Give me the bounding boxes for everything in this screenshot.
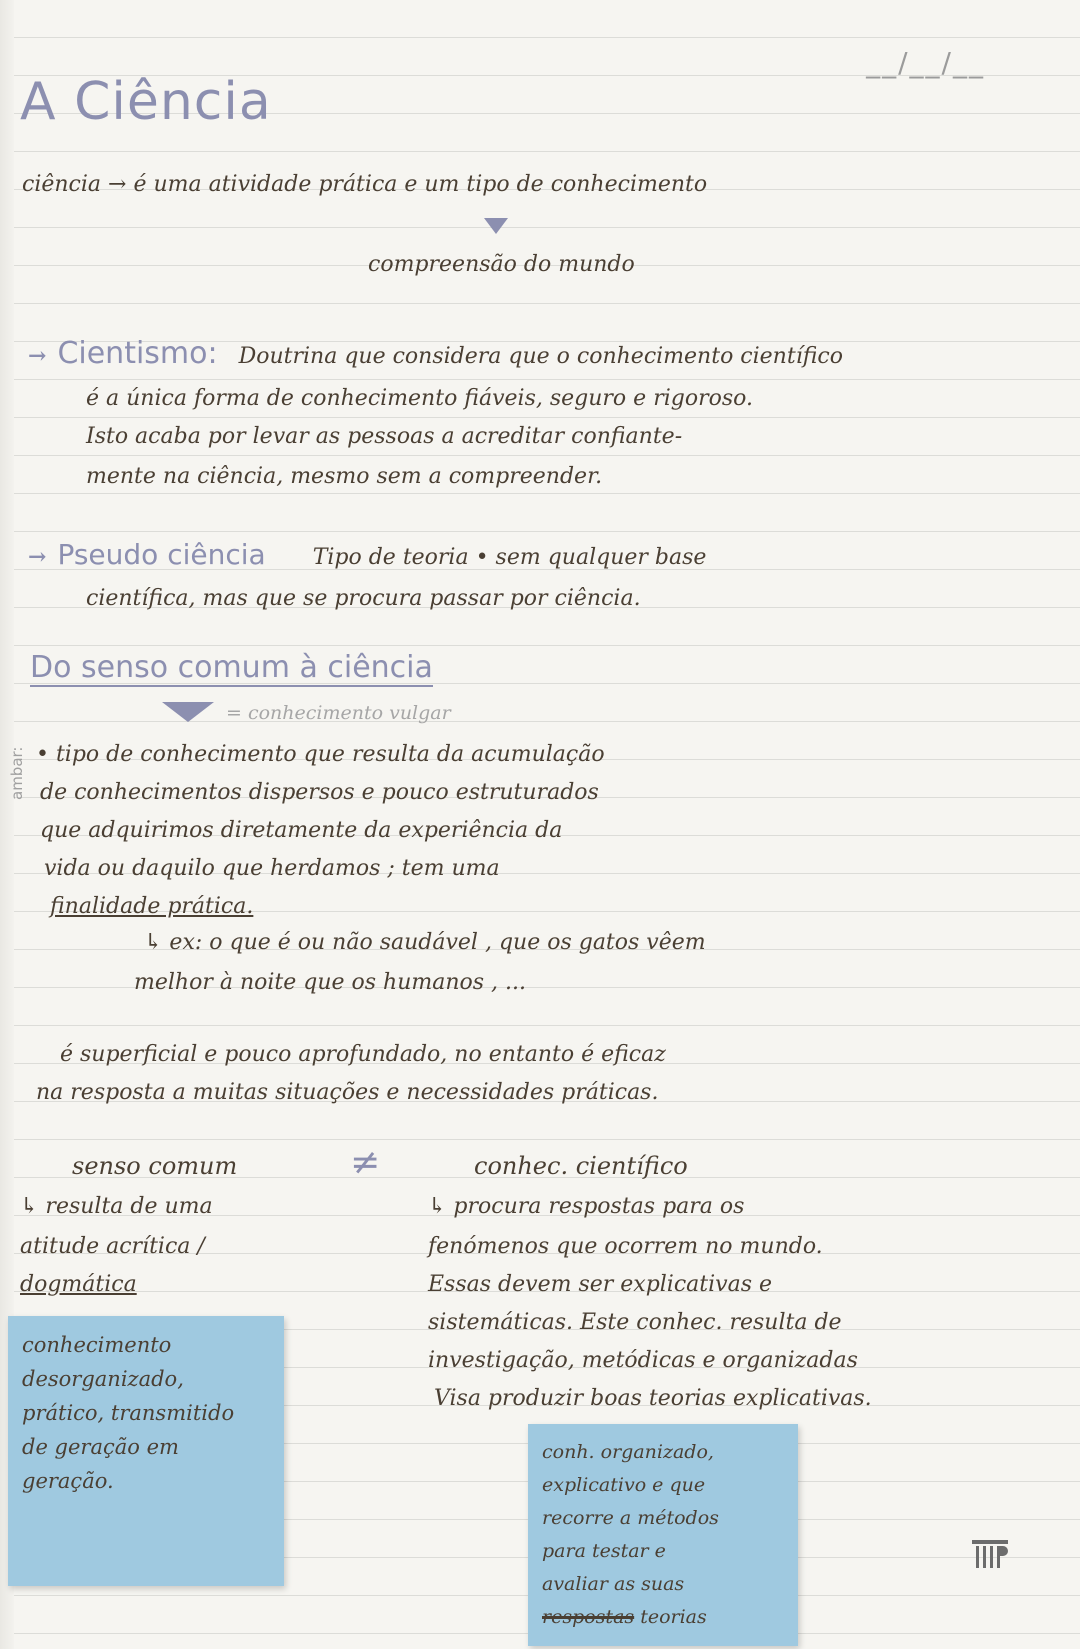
arrow-down-icon: [484, 218, 508, 234]
note-line: para testar e: [542, 1540, 666, 1562]
not-equal-symbol: ≠: [350, 1142, 381, 1183]
cientismo-heading: Cientismo:: [57, 336, 218, 371]
page-title: A Ciência: [20, 72, 272, 132]
pseudo-line: científica, mas que se procura passar por ciência.: [86, 586, 641, 611]
side-label: ambar:: [8, 746, 26, 800]
cientismo-line: é a única forma de conhecimento fiáveis, seguro e rigoroso.: [86, 386, 753, 411]
senso-line: finalidade prática.: [50, 894, 254, 919]
summary-line: é superficial e pouco aprofundado, no entanto é eficaz: [60, 1042, 666, 1067]
note-word: teorias: [640, 1606, 707, 1628]
summary-line: na resposta a muitas situações e necessidades práticas.: [36, 1080, 659, 1105]
note-line: de geração em: [22, 1435, 179, 1459]
left-line: dogmática: [20, 1272, 137, 1297]
pseudo-line: Tipo de teoria • sem qualquer base: [312, 545, 707, 570]
studysmarter-logo-icon: [970, 1538, 1010, 1572]
note-line: [542, 1601, 784, 1634]
senso-line: • tipo de conhecimento que resulta da acumulação: [36, 742, 605, 767]
right-line: sistemáticas. Este conhec. resulta de: [428, 1310, 842, 1335]
arrow-right-icon: →: [28, 544, 47, 570]
example-line: ↳ ex: o que é ou não saudável , que os gatos vêem: [144, 930, 706, 955]
right-line: ↳ procura respostas para os: [428, 1194, 745, 1219]
sticky-note-right: [528, 1424, 798, 1646]
left-heading: senso comum: [72, 1152, 238, 1180]
senso-line: que adquirimos diretamente da experiência da: [40, 818, 563, 843]
struck-word: respostas: [542, 1606, 635, 1628]
date-marks: __/__/__: [866, 46, 985, 79]
note-line: desorganizado,: [22, 1367, 184, 1391]
left-line: ↳ resulta de uma: [20, 1194, 213, 1219]
pseudo-heading: Pseudo ciência: [57, 538, 266, 571]
section-heading: Do senso comum à ciência: [30, 650, 433, 685]
right-line: Visa produzir boas teorias explicativas.: [434, 1386, 872, 1411]
definition-line: ciência → é uma atividade prática e um tipo de conhecimento: [22, 172, 708, 197]
right-line: fenómenos que ocorrem no mundo.: [428, 1234, 823, 1259]
sublabel: = conhecimento vulgar: [226, 702, 451, 724]
senso-line: de conhecimentos dispersos e pouco estruturados: [40, 780, 599, 805]
cientismo-line: mente na ciência, mesmo sem a compreender.: [86, 464, 603, 489]
cientismo-line: Isto acaba por levar as pessoas a acreditar confiante-: [86, 424, 683, 449]
note-line: geração.: [22, 1469, 114, 1493]
right-line: investigação, metódicas e organizadas: [428, 1348, 858, 1373]
right-line: Essas devem ser explicativas e: [428, 1272, 773, 1297]
definition-result: compreensão do mundo: [368, 252, 635, 277]
arrow-down-icon: [162, 702, 214, 722]
cientismo-row: [28, 336, 843, 371]
note-line: avaliar as suas: [542, 1573, 685, 1595]
note-line: explicativo e que: [542, 1474, 706, 1496]
example-line: melhor à noite que os humanos , ...: [134, 970, 527, 995]
right-heading: conhec. científico: [474, 1152, 688, 1180]
note-line: conh. organizado,: [542, 1441, 714, 1463]
note-line: recorre a métodos: [542, 1507, 719, 1529]
arrow-right-icon: →: [28, 343, 47, 369]
left-line: atitude acrítica /: [20, 1234, 205, 1259]
sticky-note-left: [8, 1316, 284, 1586]
note-line: conhecimento: [22, 1333, 172, 1357]
senso-line: vida ou daquilo que herdamos ; tem uma: [44, 856, 500, 881]
cientismo-line: Doutrina que considera que o conhecimento científico: [238, 344, 843, 369]
pseudo-row: [28, 538, 706, 571]
note-line: prático, transmitido: [22, 1401, 235, 1425]
